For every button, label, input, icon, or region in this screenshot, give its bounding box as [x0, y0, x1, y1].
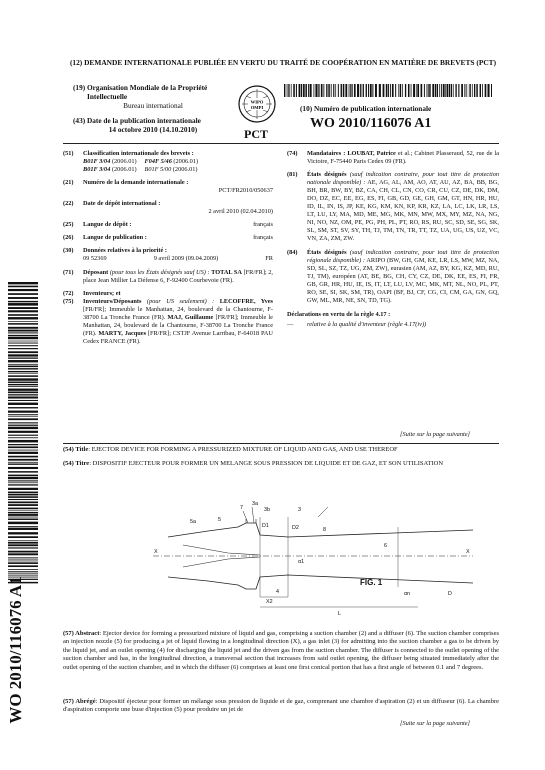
fig-label-17: L [338, 611, 341, 617]
pubno-value: WO 2010/116076 A1 [310, 116, 432, 132]
barcode-bar [428, 84, 429, 97]
org-name: Organisation Mondiale de la Propriété Intellectuelle [87, 83, 208, 101]
barcode-bar [8, 435, 38, 436]
field-25: (25) Langue de dépôt : français [63, 221, 273, 229]
mid-rule [63, 443, 499, 444]
declarations-label: Déclarations en vertu de la règle 4.17 : [287, 310, 391, 318]
barcode-bar [8, 400, 38, 401]
barcode-bar [413, 84, 415, 97]
barcode-bar [388, 84, 389, 97]
barcode-bar [343, 84, 345, 97]
pubno-block: (10) Numéro de publication internationale WO 2010/116076 A1 [300, 104, 500, 133]
barcode-bar [449, 84, 450, 97]
barcode-bar [360, 84, 361, 97]
pubdate-block: (43) Date de la publication internationale 14 octobre 2010 (14.10.2010) [73, 117, 233, 135]
barcode-bar [299, 84, 301, 97]
barcode-bar [8, 427, 38, 429]
barcode-bar [8, 382, 38, 383]
barcode-bar [8, 561, 38, 562]
barcode-bar [8, 492, 38, 494]
barcode-bar [321, 84, 323, 97]
fig-label-4: 3 [298, 507, 301, 513]
barcode-bar [8, 327, 38, 329]
barcode-bar [421, 84, 423, 97]
barcode-bar [398, 84, 399, 97]
barcode-bar [323, 84, 324, 97]
barcode-bar [8, 480, 38, 481]
barcode-bar [288, 84, 289, 97]
barcode-bar [8, 321, 38, 322]
barcode-bar [8, 360, 38, 362]
fig-label-6: 8 [323, 527, 326, 533]
barcode-bar [8, 384, 38, 385]
fig-label-8: D2 [292, 525, 299, 531]
barcode-bar [8, 368, 38, 369]
barcode-bar [400, 84, 402, 97]
field-71: (71) Déposant (pour tous les États désignés sauf US) : TOTAL SA [FR/FR]; 2, place Jean Millier La Défense 6, F-92400 Courbevoie (FR). [63, 268, 273, 284]
fig-label-15: 4 [276, 589, 279, 595]
barcode-bar [303, 84, 305, 97]
left-column [63, 150, 273, 346]
barcode-bar [8, 416, 38, 417]
barcode-bar [8, 317, 38, 319]
wipo-logo [237, 84, 277, 124]
field-75: (75) Inventeurs/Déposants (pour US seulement) : LECOFFRE, Yves [FR/FR]; Immeuble le Manhattan, 24, boulevard de la Chantourne, F-38700 La Tronche France (FR). MAJ, Guillaume [FR/FR]; Immeuble le Manhattan, 24, boulevard de la Chantourne, F-38700 La Tronche France (FR). MARTY, Jacques [FR/FR]; CSTJF Avenue Larribau, F-64018 PAU Cedex FRANCE (FR). [63, 297, 273, 345]
barcode-bar [429, 84, 430, 97]
barcode-bar [8, 366, 38, 368]
barcode-bar [350, 84, 351, 97]
barcode-bar [8, 484, 38, 485]
org-sub: Bureau international [123, 100, 183, 110]
field-72: (72) Inventeurs; et [63, 289, 121, 297]
barcode-bar [341, 84, 342, 97]
barcode-bar [354, 84, 356, 97]
barcode-bar [8, 522, 38, 525]
barcode-bar [8, 475, 38, 476]
barcode-bar [8, 512, 38, 514]
fig-label-12: α1 [298, 559, 305, 565]
fig-label-3: 3b [264, 507, 270, 513]
field-30: (30) Données relatives à la priorité : 09 52369 9 avril 2009 (09.04.2009) FR [63, 247, 273, 263]
barcode-bar [8, 501, 38, 503]
barcode-bar [474, 84, 475, 97]
barcode-bar [8, 389, 38, 391]
barcode-bar [8, 510, 38, 511]
barcode-bar [476, 84, 477, 97]
pubno-label: Numéro de publication internationale [314, 104, 432, 113]
barcode-bar [296, 84, 297, 97]
barcode-bar [8, 542, 38, 544]
barcode-bar [8, 528, 38, 530]
barcode-bar [441, 84, 442, 97]
barcode-bar [379, 84, 381, 97]
fig-label-10: 6 [384, 543, 387, 549]
field-74: (74) Mandataires : LOUBAT, Patrice et al.; Cabinet Plasseraud, 52, rue de la Victoire, F-75440 Paris Cedex 09 (FR). [287, 150, 500, 166]
barcode-bar [8, 526, 38, 527]
barcode-bar [372, 84, 373, 97]
barcode-bar [8, 354, 38, 356]
barcode-bar [8, 396, 38, 398]
barcode-bar [8, 307, 38, 309]
barcode-bar [416, 84, 417, 97]
field-21: (21) Numéro de la demande internationale : PCT/FR2010/050637 [63, 179, 273, 195]
barcode-bar [8, 386, 38, 387]
barcode-bar [8, 425, 38, 426]
barcode-bar [8, 444, 38, 445]
barcode-bar [472, 84, 473, 97]
barcode-bar [368, 84, 369, 97]
barcode-bar [8, 536, 38, 538]
barcode-bar [8, 471, 38, 472]
barcode-bar [8, 452, 38, 454]
barcode-bar [8, 547, 38, 548]
barcode-bar [8, 467, 38, 469]
barcode-bar [318, 84, 319, 97]
barcode-bar [8, 571, 38, 572]
barcode-bar [366, 84, 367, 97]
barcode-bar [8, 341, 38, 342]
barcode-bar [293, 84, 295, 97]
fig-label-2: 3a [252, 501, 258, 507]
barcode-bar [392, 84, 394, 97]
barcode-bar [488, 84, 490, 97]
barcode-bar [8, 496, 38, 498]
barcode-bar [8, 540, 38, 541]
header-rule [63, 143, 499, 144]
barcode-bar [8, 422, 38, 423]
barcode-bar [466, 84, 467, 97]
document-type-title: (12) DEMANDE INTERNATIONALE PUBLIÉE EN VERTU DU TRAITÉ DE COOPÉRATION EN MATIÈRE DE BREVETS (PCT) [69, 58, 497, 67]
barcode-bar [335, 84, 336, 97]
abstract-fr: (57) Abrégé: Dispositif éjecteur pour former un mélange sous pression de liquide et de gaz, comprenant une chambre d'aspiration (2) et un diffuseur (6). La chambre d'aspiration comporte une buse d'injection (5) pour produire un jet de [63, 698, 499, 714]
fig-label-14: D [448, 591, 452, 597]
barcode-bar [8, 494, 38, 496]
barcode-bar [291, 84, 292, 97]
title-fr: (54) Titre: DISPOSITIF EJECTEUR POUR FORMER UN MELANGE SOUS PRESSION DE LIQUIDE ET DE GAZ, ET SON UTILISATION [63, 460, 444, 467]
barcode-bar [8, 477, 38, 479]
barcode-bar [8, 371, 38, 372]
barcode-bar [439, 84, 440, 97]
barcode-bar [8, 508, 38, 510]
barcode-bar [383, 84, 385, 97]
logo-text-2: OMPI [250, 105, 264, 110]
field-81: (81) États désignés (sauf indication contraire, pour tout titre de protection nationale disponible) : AE, AG, AL, AM, AO, AT, AU, AZ, BA, BB, BG, BH, BR, BW, BY, BZ, CA, CH, CL, CN, CO, CR, CU, CZ, DE, DK, DM, DO, DZ, EC, EE, EG, ES, FI, GB, GD, GE, GH, GM, GT, HN, HR, HU, ID, IL, IN, IS, JP, KE, KG, KM, KN, KP, KR, KZ, LA, LC, LK, LR, LS, LT, LU, LY, MA, MD, ME, MG, MK, MN, MW, MX, MY, MZ, NA, NG, NI, NO, NZ, OM, PE, PG, PH, PL, PT, RO, RS, RU, SC, SD, SE, SG, SK, SL, SM, ST, SV, SY, TH, TJ, TM, TN, TR, TT, TZ, UA, UG, US, UZ, VC, VN, ZA, ZM, ZW. [287, 171, 499, 243]
barcode-bar [458, 84, 459, 97]
abstract-en: (57) Abstract: Ejector device for forming a pressurized mixture of liquid and gas, comprising a suction chamber (2) and a diffuser (6). The suction chamber comprises an injection nozzle (5) for producing a jet of liquid flowing in a longitudinal direction (X), a gas inlet (3) for admitting into the suction chamber a gas to be driven by the liquid jet, and an outlet opening (4) for discharging the liquid jet and the driven gas from the suction chamber. The diffuser is connected to the outlet opening of the suction chamber and has, in the longitudinal direction, a transversal section that increases from said outlet opening, the diffuser being situated immediately after the outlet opening of the suction chamber, and in which the diffuser (6) comprises at least one first conical portion that has a first angle of between 0.1 and 7 degrees. [63, 630, 499, 671]
logo-text-1: WIPO [250, 99, 264, 105]
barcode-bar [8, 440, 38, 443]
barcode-bar [8, 499, 38, 500]
barcode-bar [480, 84, 481, 97]
barcode-bar [315, 84, 317, 97]
barcode-bar [8, 286, 38, 288]
barcode-bar [8, 297, 38, 299]
fig-label-7: D1 [262, 523, 269, 529]
barcode-bar [8, 282, 38, 284]
barcode-bar [432, 84, 434, 97]
fig-label-5: 5 [218, 517, 221, 523]
barcode-bar [8, 459, 38, 461]
barcode-bar [8, 573, 38, 574]
barcode-bar [8, 378, 38, 380]
pubdate-label: Date de la publication internationale [87, 116, 201, 125]
barcode-bar [482, 84, 483, 97]
barcode-bar [310, 84, 312, 97]
fig-label-1: 7 [240, 505, 243, 511]
barcode-bar [8, 551, 38, 553]
barcode-bar [8, 351, 38, 353]
barcode-bar [8, 517, 38, 518]
barcode-bar [469, 84, 470, 97]
barcode-bar [305, 84, 306, 97]
barcode-bar [8, 518, 38, 519]
org-num: (19) [73, 83, 86, 92]
barcode-bar [8, 330, 38, 332]
barcode-bar [8, 463, 38, 464]
barcode-bar [8, 437, 38, 438]
fig-label-11: X [466, 549, 470, 555]
barcode-bar [8, 345, 38, 346]
barcode-bar [8, 446, 38, 448]
barcode-bar [357, 84, 359, 97]
barcode-bar [491, 84, 492, 97]
barcode-bar [8, 532, 38, 534]
barcode-bar [8, 391, 38, 393]
barcode-bar [8, 482, 38, 483]
barcode-bar [461, 84, 463, 97]
barcode-bar [326, 84, 327, 97]
continued-note-1: [Suite sur la page suivante] [400, 431, 470, 438]
continued-note-2: [Suite sur la page suivante] [400, 720, 470, 727]
barcode-bar [8, 343, 38, 344]
barcode-bar [284, 84, 285, 97]
barcode-bar [424, 84, 425, 97]
side-publication-number: WO 2010/116076 A1 [6, 576, 26, 724]
fig-label-13: αn [404, 591, 411, 597]
barcode-bar [301, 84, 302, 97]
barcode-bar [435, 84, 436, 97]
barcode-bar [8, 544, 38, 546]
barcode-bar [395, 84, 396, 97]
barcode-bar [8, 357, 38, 358]
fig-label-16: X2 [266, 599, 273, 605]
barcode-bar [363, 84, 364, 97]
barcode-bar [445, 84, 446, 97]
barcode-bar [437, 84, 438, 97]
field-22: (22) Date de dépôt international : 2 avril 2010 (02.04.2010) [63, 200, 273, 216]
barcode-bar [8, 375, 38, 377]
barcode-bar [8, 373, 38, 374]
top-barcode [284, 84, 492, 97]
barcode-bar [8, 337, 38, 340]
barcode-bar [370, 84, 372, 97]
barcode-bar [453, 84, 454, 97]
barcode-bar [8, 289, 38, 291]
fig-label-0: 5a [190, 519, 196, 525]
right-column [287, 150, 499, 329]
figure-1-drawing [148, 497, 478, 627]
barcode-bar [8, 348, 38, 349]
barcode-bar [485, 84, 487, 97]
barcode-bar [8, 450, 38, 451]
barcode-bar [8, 323, 38, 325]
figure-caption: FIG. 1 [360, 578, 383, 587]
barcode-bar [8, 562, 38, 564]
barcode-bar [443, 84, 445, 97]
barcode-bar [333, 84, 334, 97]
barcode-bar [8, 557, 38, 558]
declarations-item: — relative à la qualité d'inventeur (règle 4.17(iv)) [287, 320, 427, 328]
barcode-bar [451, 84, 452, 97]
barcode-bar [470, 84, 471, 97]
pct-label: PCT [244, 127, 268, 141]
barcode-bar [375, 84, 377, 97]
barcode-bar [8, 565, 38, 567]
barcode-bar [8, 335, 38, 336]
barcode-bar [8, 301, 38, 302]
barcode-bar [287, 84, 288, 97]
barcode-bar [464, 84, 465, 97]
barcode-bar [408, 84, 410, 97]
barcode-bar [402, 84, 403, 97]
barcode-bar [8, 364, 38, 365]
barcode-bar [447, 84, 449, 97]
barcode-bar [345, 84, 347, 97]
barcode-bar [417, 84, 419, 97]
field-84: (84) États désignés (sauf indication contraire, pour tout titre de protection régionale disponible) : ARIPO (BW, GH, GM, KE, LR, LS, MW, MZ, NA, SD, SL, SZ, TZ, UG, ZM, ZW), eurasien (AM, AZ, BY, KG, KZ, MD, RU, TJ, TM), européen (AT, BE, BG, CH, CY, CZ, DE, DK, EE, ES, FI, FR, GB, GR, HR, HU, IE, IS, IT, LT, LU, LV, MC, MK, MT, NL, NO, PL, PT, RO, SE, SI, SK, SM, TR), OAPI (BF, BJ, CF, CG, CI, CM, GA, GN, GQ, GW, ML, MR, NE, SN, TD, TG). [287, 248, 499, 304]
pubdate-value: 14 octobre 2010 (14.10.2010) [108, 124, 198, 134]
barcode-bar [8, 456, 38, 458]
barcode-bar [8, 504, 38, 506]
barcode-bar [8, 414, 38, 415]
barcode-bar [455, 84, 456, 97]
field-26: (26) Langue de publication : français [63, 234, 273, 242]
barcode-bar [427, 84, 428, 97]
barcode-bar [314, 84, 315, 97]
barcode-bar [328, 84, 329, 97]
field-51: (51) Classification internationale des brevets : B01F 3/04 (2006.01) F04F 5/46 (2006.01) B01F 3/04 (2006.01) B01F 5/00 (2006.01) [63, 150, 199, 174]
barcode-bar [386, 84, 387, 97]
barcode-bar [8, 293, 38, 295]
barcode-bar [8, 431, 38, 433]
barcode-bar [8, 418, 38, 420]
barcode-bar [8, 394, 38, 395]
barcode-bar [8, 553, 38, 555]
title-en: (54) Title: EJECTOR DEVICE FOR FORMING A PRESSURIZED MIXTURE OF LIQUID AND GAS, AND USE THEREOF [63, 446, 398, 453]
barcode-bar [8, 303, 38, 306]
barcode-bar [390, 84, 391, 97]
barcode-bar [8, 332, 38, 333]
barcode-bar [8, 407, 38, 408]
barcode-bar [8, 559, 38, 560]
barcode-bar [8, 411, 38, 413]
barcode-bar [8, 488, 38, 490]
barcode-bar [8, 514, 38, 516]
barcode-bar [8, 314, 38, 316]
barcode-bar [8, 462, 38, 463]
barcode-bar [8, 569, 38, 570]
barcode-bar [349, 84, 350, 97]
fig-label-9: X [154, 549, 158, 555]
org-block [73, 84, 233, 111]
barcode-bar [8, 403, 38, 405]
barcode-bar [411, 84, 412, 97]
barcode-bar [308, 84, 309, 97]
barcode-bar [338, 84, 339, 97]
barcode-bar [352, 84, 353, 97]
barcode-bar [331, 84, 332, 97]
barcode-bar [405, 84, 406, 97]
barcode-bar [8, 310, 38, 312]
